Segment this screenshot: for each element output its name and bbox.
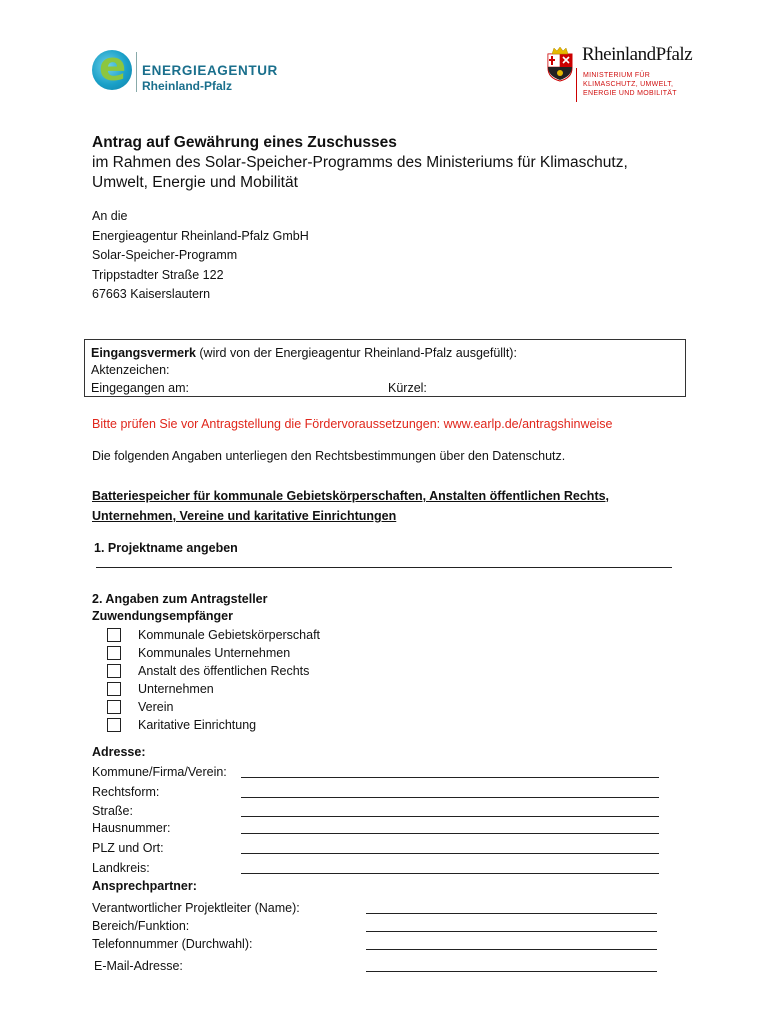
recipient-address <box>92 207 309 305</box>
address-heading: Adresse: <box>92 745 146 759</box>
checkbox-verein[interactable] <box>107 700 121 714</box>
checkbox-unternehmen[interactable] <box>107 682 121 696</box>
logo-e-letter: e <box>99 44 127 90</box>
landkreis-field[interactable] <box>241 873 659 874</box>
privacy-notice: Die folgenden Angaben unterliegen den Rechtsbestimmungen über den Datenschutz. <box>92 449 566 463</box>
telefonnummer-field[interactable] <box>366 949 657 950</box>
address-line: 67663 Kaiserslautern <box>92 287 211 301</box>
page-title: Antrag auf Gewährung eines Zuschusses <box>92 134 397 151</box>
project-name-field[interactable] <box>96 567 672 568</box>
section2-title: 2. Angaben zum Antragsteller <box>92 592 268 606</box>
field-label: Bereich/Funktion: <box>92 919 190 933</box>
category-line-2: Unternehmen, Vereine und karitative Einrichtungen <box>92 509 397 523</box>
logo-line1: ENERGIEAGENTUR <box>142 63 278 78</box>
checkbox-anstalt-oeffentlichen-rechts[interactable] <box>107 664 121 678</box>
ministry-divider <box>576 68 577 102</box>
option-label: Karitative Einrichtung <box>138 718 257 732</box>
email-field[interactable] <box>366 971 657 972</box>
checkbox-kommunale-gebietskoerperschaft[interactable] <box>107 628 121 642</box>
receipt-label-rest: (wird von der Energieagentur Rheinland-Pfalz ausgefüllt): <box>195 346 517 360</box>
field-label: Straße: <box>92 804 133 818</box>
strasse-field[interactable] <box>241 816 659 817</box>
option-label: Kommunale Gebietskörperschaft <box>138 628 321 642</box>
field-label: PLZ und Ort: <box>92 841 164 855</box>
option-label: Anstalt des öffentlichen Rechts <box>138 664 310 678</box>
projektleiter-field[interactable] <box>366 913 657 914</box>
ministry-line-3: ENERGIE UND MOBILITÄT <box>583 90 677 97</box>
coat-of-arms-icon <box>546 46 574 82</box>
rechtsform-field[interactable] <box>241 797 659 798</box>
checkbox-kommunales-unternehmen[interactable] <box>107 646 121 660</box>
field-label: Telefonnummer (Durchwahl): <box>92 937 253 951</box>
hausnummer-field[interactable] <box>241 833 659 834</box>
field-label: Hausnummer: <box>92 821 171 835</box>
field-label: Kommune/Firma/Verein: <box>92 765 227 779</box>
eligibility-notice: Bitte prüfen Sie vor Antragstellung die Fördervoraussetzungen: www.earlp.de/antragshinweise <box>92 417 613 431</box>
option-label: Unternehmen <box>138 682 214 696</box>
field-label: E-Mail-Adresse: <box>94 959 183 973</box>
recipient-type-label: Zuwendungsempfänger <box>92 609 233 623</box>
address-line: Trippstadter Straße 122 <box>92 267 224 282</box>
option-label: Kommunales Unternehmen <box>138 646 291 660</box>
field-label: Landkreis: <box>92 861 150 875</box>
contact-heading: Ansprechpartner: <box>92 879 197 893</box>
bereich-funktion-field[interactable] <box>366 931 657 932</box>
section1-title: 1. Projektname angeben <box>94 541 238 555</box>
eingegangen-label: Eingegangen am: <box>91 381 189 395</box>
address-line: Solar-Speicher-Programm <box>92 248 238 262</box>
checkbox-karitative-einrichtung[interactable] <box>107 718 121 732</box>
field-label: Rechtsform: <box>92 785 160 799</box>
field-label: Verantwortlicher Projektleiter (Name): <box>92 901 300 915</box>
page-subtitle-1: im Rahmen des Solar-Speicher-Programms des Ministeriums für Klimaschutz, <box>92 154 628 171</box>
receipt-label-bold: Eingangsvermerk <box>91 346 196 360</box>
aktenzeichen-label: Aktenzeichen: <box>91 363 170 377</box>
address-line: An die <box>92 209 128 223</box>
ministry-text <box>583 71 677 98</box>
kommune-firma-verein-field[interactable] <box>241 777 659 778</box>
option-label: Verein <box>138 700 174 714</box>
page-subtitle-2: Umwelt, Energie und Mobilität <box>92 174 298 191</box>
receipt-stamp-box <box>84 339 686 397</box>
ministry-line-2: KLIMASCHUTZ, UMWELT, <box>583 81 674 88</box>
address-line: Energieagentur Rheinland-Pfalz GmbH <box>92 228 309 243</box>
kuerzel-label: Kürzel: <box>388 381 427 395</box>
receipt-label <box>91 344 517 362</box>
rlp-brand: RheinlandPfalz <box>582 44 693 65</box>
logo-line2: Rheinland-Pfalz <box>142 79 233 93</box>
plz-ort-field[interactable] <box>241 853 659 854</box>
category-line-1: Batteriespeicher für kommunale Gebietskörperschaften, Anstalten öffentlichen Rechts, <box>92 489 610 503</box>
ministry-line-1: MINISTERIUM FÜR <box>583 72 651 79</box>
logo-separator <box>136 52 137 92</box>
